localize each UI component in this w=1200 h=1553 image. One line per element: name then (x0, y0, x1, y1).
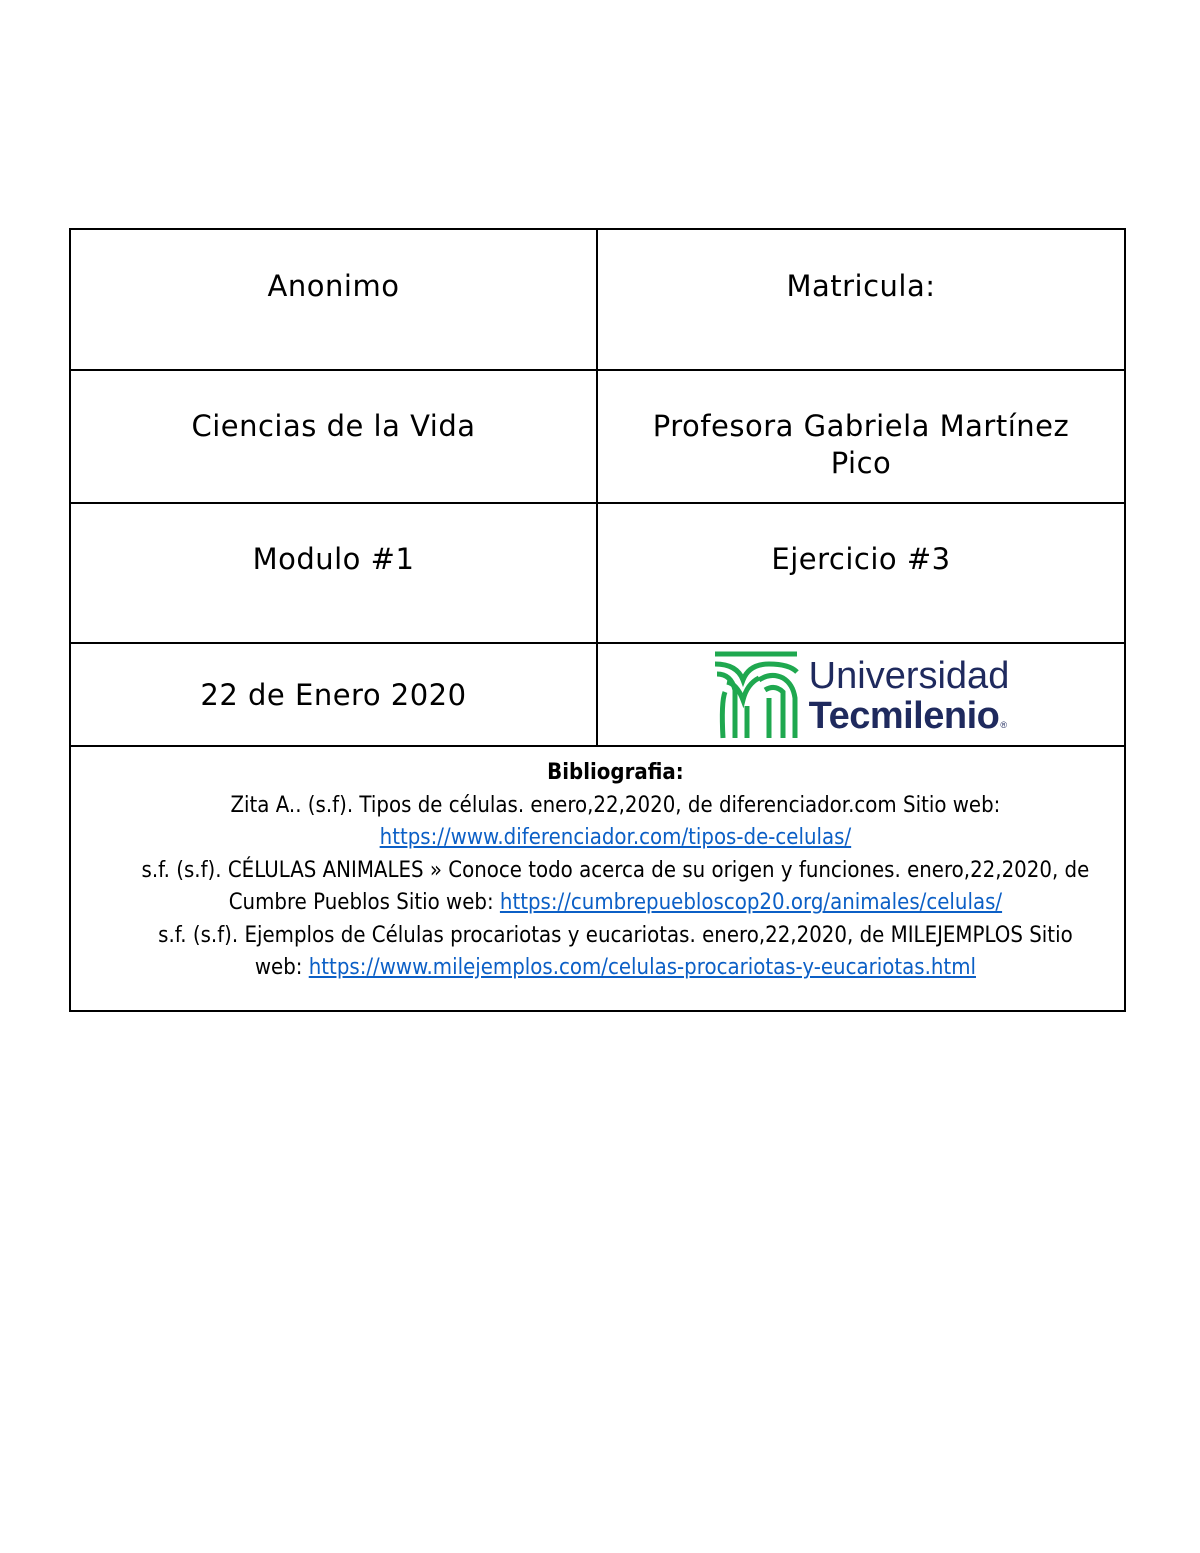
bibliography-entry-text-cont: web: (254, 955, 309, 980)
professor-name-line1: Profesora Gabriela Martínez (652, 409, 1070, 443)
cover-row-bibliography (70, 746, 1125, 1011)
cover-row-date (70, 643, 1125, 746)
bibliography-entry-2 (90, 855, 1142, 920)
bibliography-cell (70, 746, 1125, 1011)
professor-cell (597, 370, 1125, 503)
logo-line-tecmilenio (809, 696, 1010, 745)
module-cell (70, 503, 597, 643)
bibliography-entry-text: s.f. (s.f). Ejemplos de Células procariotas y eucariotas. enero,22,2020, de MILEJEMPLOS Sitio (158, 922, 1073, 948)
professor-name (598, 371, 1124, 482)
logo-line-universidad: Universidad (808, 654, 1010, 697)
bibliography-link[interactable]: https://cumbrepuebloscop20.org/animales/celulas/ (500, 890, 1003, 915)
bibliography-link[interactable]: https://www.milejemplos.com/celulas-procariotas-y-eucariotas.html (308, 955, 977, 980)
subject-name: Ciencias de la Vida (191, 409, 476, 443)
logo-cell (597, 643, 1125, 746)
matricula-label: Matricula: (786, 269, 936, 303)
bibliography-entry-text: Zita A.. (s.f). Tipos de células. enero,22,2020, de diferenciador.com Sitio web: (230, 792, 1001, 818)
tecmilenio-arches-icon (713, 650, 799, 740)
cover-row-module (70, 503, 1125, 643)
exercise-cell (597, 503, 1125, 643)
module-number: Modulo #1 (252, 542, 415, 576)
bibliography-entry-text: s.f. (s.f). CÉLULAS ANIMALES » Conoce todo acerca de su origen y funciones. enero,22,2020, de (141, 857, 1090, 883)
bibliography-entry-1 (90, 790, 1142, 855)
exercise-number: Ejercicio #3 (771, 542, 951, 576)
cover-row-author (70, 229, 1125, 370)
professor-name-line2: Pico (830, 446, 892, 480)
author-cell (70, 229, 597, 370)
bibliography-block (73, 747, 1157, 985)
logo-wordmark (809, 650, 1010, 745)
date-cell (70, 643, 597, 746)
cover-table (69, 228, 1126, 1012)
bibliography-link[interactable]: https://www.diferenciador.com/tipos-de-celulas/ (379, 825, 852, 850)
submission-date: 22 de Enero 2020 (200, 678, 467, 712)
bibliography-entry-3 (90, 920, 1142, 985)
bibliography-title: Bibliografia: (547, 760, 684, 785)
matricula-cell (597, 229, 1125, 370)
logo-tecmilenio-text: Tecmilenio (808, 694, 1000, 737)
bibliography-entry-text-cont: Cumbre Pueblos Sitio web: (228, 890, 501, 915)
subject-cell (70, 370, 597, 503)
university-logo (713, 646, 1010, 740)
author-name: Anonimo (267, 269, 400, 303)
registered-mark: ® (1000, 719, 1007, 730)
cover-row-subject (70, 370, 1125, 503)
